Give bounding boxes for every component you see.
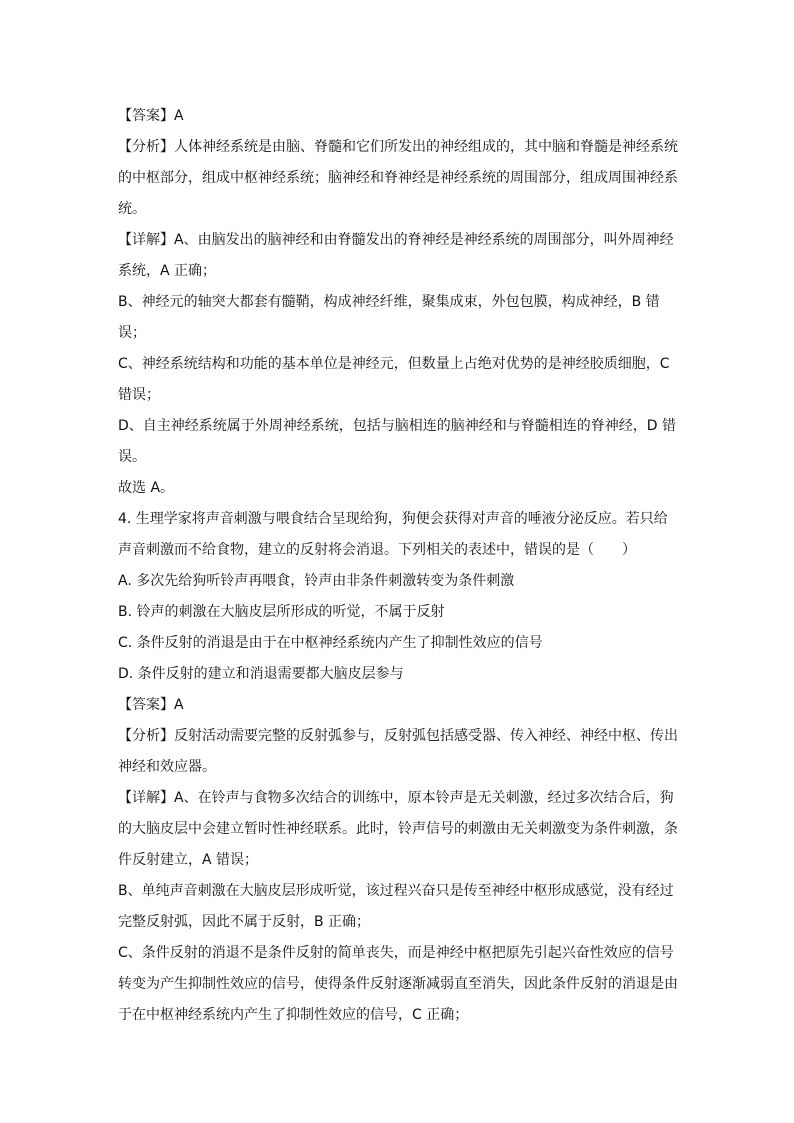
analysis-paragraph-1 bbox=[118, 132, 678, 225]
answer-line-2 bbox=[118, 690, 678, 721]
answer-value: A bbox=[174, 697, 184, 713]
detail-tag: 【详解】 bbox=[118, 232, 174, 248]
question-option-d: D. 条件反射的建立和消退需要都大脑皮层参与 bbox=[118, 666, 404, 682]
analysis-tag: 【分析】 bbox=[118, 728, 174, 744]
question-option-b: B. 铃声的刺激在大脑皮层所形成的听觉，不属于反射 bbox=[118, 604, 445, 620]
detail-paragraph-1d: D、自主神经系统属于外周神经系统，包括与脑相连的脑神经和与脊髓相连的脊神经，D 错误。 bbox=[118, 418, 677, 465]
analysis-paragraph-2 bbox=[118, 721, 678, 783]
detail-paragraph-1b: B、神经元的轴突大都套有髓鞘，构成神经纤维，聚集成束，外包包膜，构成神经，B 错误； bbox=[118, 294, 660, 341]
analysis-text: 人体神经系统是由脑、脊髓和它们所发出的神经组成的，其中脑和脊髓是神经系统的中枢部分，组成中枢神经系统；脑神经和脊神经是神经系统的周围部分，组成周围神经系统。 bbox=[118, 139, 678, 217]
detail-paragraph-2b: B、单纯声音刺激在大脑皮层形成听觉，该过程兴奋只是传至神经中枢形成感觉，没有经过完整反射弧，因此不属于反射，B 正确； bbox=[118, 883, 674, 930]
detail-paragraph-2a bbox=[118, 783, 678, 876]
detail-paragraph-1c: C、神经系统结构和功能的基本单位是神经元，但数量上占绝对优势的是神经胶质细胞，C 错误； bbox=[118, 356, 670, 403]
question-stem: 4. 生理学家将声音刺激与喂食结合呈现给狗，狗便会获得对声音的唾液分泌反应。若只给声音刺激而不给食物，建立的反射将会消退。下列相关的表述中，错误的是（ ） bbox=[118, 511, 668, 558]
conclusion-line: 故选 A。 bbox=[118, 480, 175, 496]
detail-text-a: A、在铃声与食物多次结合的训练中，原本铃声是无关刺激，经过多次结合后，狗的大脑皮层中会建立暂时性神经联系。此时，铃声信号的刺激由无关刺激变为条件刺激，条件反射建立，A 错误； bbox=[118, 790, 678, 868]
answer-value: A bbox=[174, 108, 184, 124]
answer-tag: 【答案】 bbox=[118, 697, 174, 713]
analysis-tag: 【分析】 bbox=[118, 139, 174, 155]
document-page bbox=[118, 101, 678, 1031]
analysis-text: 反射活动需要完整的反射弧参与，反射弧包括感受器、传入神经、神经中枢、传出神经和效应器。 bbox=[118, 728, 678, 775]
answer-tag: 【答案】 bbox=[118, 108, 174, 124]
detail-paragraph-1a bbox=[118, 225, 678, 287]
question-option-c: C. 条件反射的消退是由于在中枢神经系统内产生了抑制性效应的信号 bbox=[118, 635, 543, 651]
detail-paragraph-2c: C、条件反射的消退不是条件反射的简单丧失，而是神经中枢把原先引起兴奋性效应的信号转变为产生抑制性效应的信号，使得条件反射逐渐减弱直至消失，因此条件反射的消退是由于在中枢神经系统内产生了抑制性效应的信号，C 正确； bbox=[118, 945, 678, 1023]
answer-line-1 bbox=[118, 101, 678, 132]
detail-tag: 【详解】 bbox=[118, 790, 174, 806]
question-option-a: A. 多次先给狗听铃声再喂食，铃声由非条件刺激转变为条件刺激 bbox=[118, 573, 515, 589]
detail-text-a: A、由脑发出的脑神经和由脊髓发出的脊神经是神经系统的周围部分，叫外周神经系统，A 正确； bbox=[118, 232, 674, 279]
